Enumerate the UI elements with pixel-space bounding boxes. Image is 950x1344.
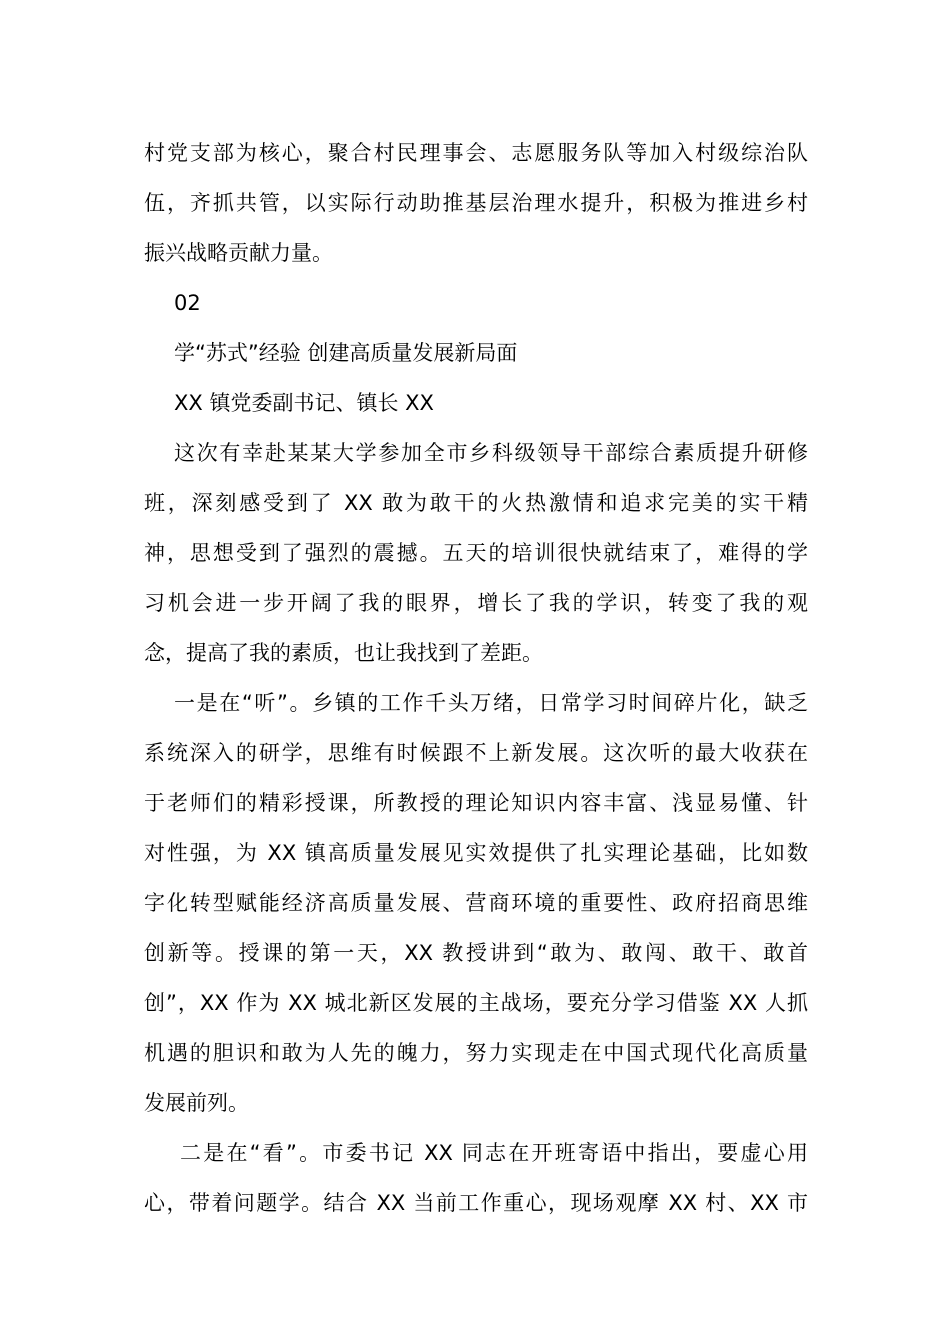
text-line: 机遇的胆识和敢为人先的魄力，努力实现走在中国式现代化高质量 (144, 1041, 808, 1065)
text-line: 念，提高了我的素质，也让我找到了差距。 (144, 641, 543, 665)
text-line: 心，带着问题学。结合 XX 当前工作重心，现场观摩 XX 村、XX 市 (144, 1191, 808, 1215)
text-line: 伍，齐抓共管，以实际行动助推基层治理水提升，积极为推进乡村 (144, 191, 808, 215)
text-line: 02 (174, 291, 201, 315)
text-line: 这次有幸赴某某大学参加全市乡科级领导干部综合素质提升研修 (174, 441, 808, 465)
document-body (144, 128, 808, 1228)
text-line: 对性强，为 XX 镇高质量发展见实效提供了扎实理论基础，比如数 (144, 841, 808, 865)
text-line: 发展前列。 (144, 1091, 249, 1115)
text-line: 创新等。授课的第一天，XX 教授讲到“敢为、敢闯、敢干、敢首 (144, 941, 808, 965)
text-line: 于老师们的精彩授课，所教授的理论知识内容丰富、浅显易懂、针 (144, 791, 808, 815)
text-line: 创”，XX 作为 XX 城北新区发展的主战场，要充分学习借鉴 XX 人抓 (144, 991, 808, 1015)
text-line: 习机会进一步开阔了我的眼界，增长了我的学识，转变了我的观 (144, 591, 808, 615)
text-line: XX 镇党委副书记、镇长 XX (174, 391, 434, 415)
text-line: 学“苏式”经验 创建高质量发展新局面 (174, 341, 518, 365)
text-line: 振兴战略贡献力量。 (144, 241, 333, 265)
text-line: 一是在“听”。乡镇的工作千头万绪，日常学习时间碎片化，缺乏 (174, 691, 808, 715)
text-line: 二是在“看”。市委书记 XX 同志在开班寄语中指出，要虚心用 (180, 1141, 808, 1165)
text-line: 村党支部为核心，聚合村民理事会、志愿服务队等加入村级综治队 (144, 141, 808, 165)
text-line: 系统深入的研学，思维有时候跟不上新发展。这次听的最大收获在 (144, 741, 808, 765)
text-line: 神，思想受到了强烈的震撼。五天的培训很快就结束了，难得的学 (144, 541, 808, 565)
text-line: 字化转型赋能经济高质量发展、营商环境的重要性、政府招商思维 (144, 891, 808, 915)
text-line: 班，深刻感受到了 XX 敢为敢干的火热激情和追求完美的实干精 (144, 491, 808, 515)
